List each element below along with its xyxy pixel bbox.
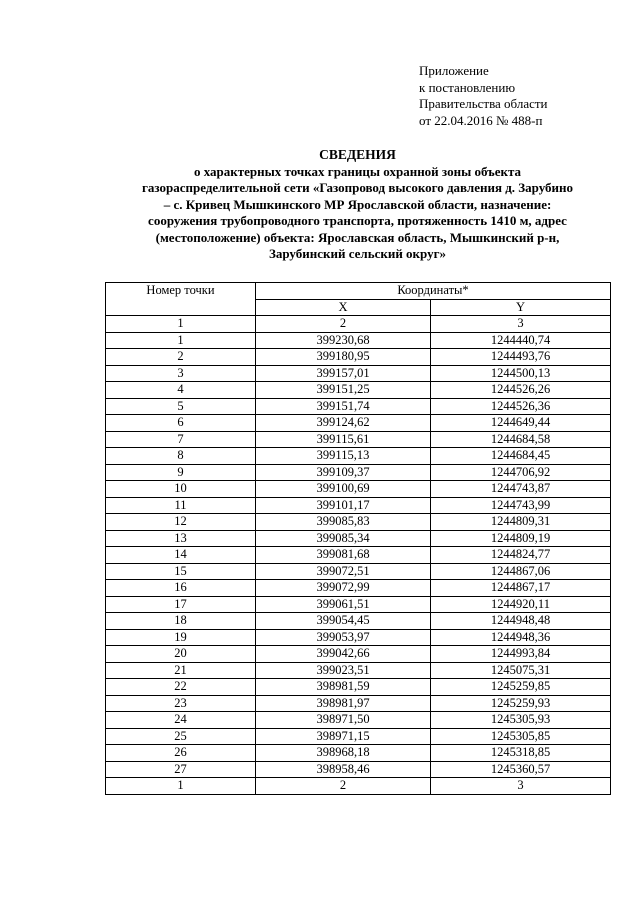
point-number-cell: 18 [106, 613, 256, 630]
table-row [106, 464, 611, 481]
table-row [106, 563, 611, 580]
x-coordinate-cell: 399054,45 [256, 613, 431, 630]
table-row [106, 332, 611, 349]
appendix-line: к постановлению [419, 79, 516, 95]
y-coordinate-cell: 1244948,36 [431, 629, 611, 646]
table-header-row [106, 283, 611, 300]
point-number-cell: 10 [106, 481, 256, 498]
index-cell: 2 [256, 316, 431, 333]
point-number-cell: 26 [106, 745, 256, 762]
point-number-cell: 22 [106, 679, 256, 696]
x-coordinate-cell: 398968,18 [256, 745, 431, 762]
point-number-cell: 17 [106, 596, 256, 613]
point-number-cell: 20 [106, 646, 256, 663]
table-row [106, 481, 611, 498]
y-coordinate-cell: 1244649,44 [431, 415, 611, 432]
table-row [106, 415, 611, 432]
x-coordinate-cell: 399124,62 [256, 415, 431, 432]
point-number-cell: 7 [106, 431, 256, 448]
table-row [106, 596, 611, 613]
point-number-cell: 13 [106, 530, 256, 547]
title-line: – с. Кривец Мышкинского МР Ярославской области, назначение: [163, 196, 552, 212]
y-coordinate-cell: 1245259,93 [431, 695, 611, 712]
point-number-cell: 11 [106, 497, 256, 514]
table-row [106, 695, 611, 712]
point-number-cell: 2 [106, 349, 256, 366]
table-footer-row [106, 778, 611, 795]
index-cell: 1 [106, 316, 256, 333]
y-coordinate-cell: 1244809,31 [431, 514, 611, 531]
document-title [80, 147, 635, 263]
point-number-cell: 19 [106, 629, 256, 646]
table-row [106, 712, 611, 729]
table-row [106, 547, 611, 564]
table-body [106, 332, 611, 778]
x-coordinate-cell: 399072,51 [256, 563, 431, 580]
title-line: о характерных точках границы охранной зоны объекта [193, 163, 522, 179]
x-coordinate-cell: 398981,59 [256, 679, 431, 696]
point-number-cell: 8 [106, 448, 256, 465]
appendix-line: Правительства области [419, 96, 548, 111]
appendix-line: от 22.04.2016 № 488-п [419, 112, 543, 128]
y-coordinate-cell: 1245305,85 [431, 728, 611, 745]
y-coordinate-cell: 1244743,87 [431, 481, 611, 498]
y-coordinate-cell: 1244809,19 [431, 530, 611, 547]
table-row [106, 679, 611, 696]
title-line: газораспределительной сети «Газопровод высокого давления д. Зарубино [141, 180, 574, 195]
table-row [106, 745, 611, 762]
table-row [106, 646, 611, 663]
x-coordinate-cell: 399100,69 [256, 481, 431, 498]
y-coordinate-cell: 1244706,92 [431, 464, 611, 481]
table-row [106, 398, 611, 415]
y-coordinate-cell: 1245318,85 [431, 745, 611, 762]
table-row [106, 349, 611, 366]
x-coordinate-cell: 399151,25 [256, 382, 431, 399]
table-row [106, 365, 611, 382]
y-coordinate-cell: 1244526,36 [431, 398, 611, 415]
x-coordinate-cell: 399042,66 [256, 646, 431, 663]
table-index-row [106, 316, 611, 333]
x-coordinate-cell: 399157,01 [256, 365, 431, 382]
footer-cell: 3 [431, 778, 611, 795]
y-coordinate-cell: 1244493,76 [431, 349, 611, 366]
x-coordinate-cell: 399115,13 [256, 448, 431, 465]
table-row [106, 530, 611, 547]
point-number-cell: 21 [106, 662, 256, 679]
title-heading: СВЕДЕНИЯ [319, 147, 396, 162]
y-coordinate-cell: 1245360,57 [431, 761, 611, 778]
footer-cell: 1 [106, 778, 256, 795]
x-coordinate-cell: 399085,83 [256, 514, 431, 531]
y-coordinate-cell: 1244684,58 [431, 431, 611, 448]
x-coordinate-cell: 398958,46 [256, 761, 431, 778]
y-coordinate-cell: 1245259,85 [431, 679, 611, 696]
x-coordinate-cell: 399230,68 [256, 332, 431, 349]
point-number-cell: 9 [106, 464, 256, 481]
y-coordinate-cell: 1244440,74 [431, 332, 611, 349]
point-number-cell: 16 [106, 580, 256, 597]
x-coordinate-cell: 399085,34 [256, 530, 431, 547]
x-coordinate-cell: 399061,51 [256, 596, 431, 613]
point-number-cell: 4 [106, 382, 256, 399]
y-coordinate-cell: 1244948,48 [431, 613, 611, 630]
table-row [106, 728, 611, 745]
point-number-cell: 12 [106, 514, 256, 531]
header-x: X [256, 299, 431, 316]
y-coordinate-cell: 1244500,13 [431, 365, 611, 382]
y-coordinate-cell: 1244743,99 [431, 497, 611, 514]
x-coordinate-cell: 399109,37 [256, 464, 431, 481]
point-number-cell: 25 [106, 728, 256, 745]
table-row [106, 613, 611, 630]
y-coordinate-cell: 1244993,84 [431, 646, 611, 663]
y-coordinate-cell: 1245075,31 [431, 662, 611, 679]
point-number-cell: 1 [106, 332, 256, 349]
x-coordinate-cell: 399101,17 [256, 497, 431, 514]
point-number-cell: 23 [106, 695, 256, 712]
table-row [106, 514, 611, 531]
x-coordinate-cell: 399151,74 [256, 398, 431, 415]
point-number-cell: 3 [106, 365, 256, 382]
x-coordinate-cell: 399072,99 [256, 580, 431, 597]
x-coordinate-cell: 399115,61 [256, 431, 431, 448]
table-row [106, 431, 611, 448]
header-point-number: Номер точки [106, 283, 256, 316]
header-coordinates: Координаты* [256, 283, 611, 300]
y-coordinate-cell: 1244920,11 [431, 596, 611, 613]
coordinates-table [105, 282, 611, 795]
x-coordinate-cell: 399023,51 [256, 662, 431, 679]
y-coordinate-cell: 1244684,45 [431, 448, 611, 465]
table-row [106, 382, 611, 399]
y-coordinate-cell: 1244867,06 [431, 563, 611, 580]
title-line: (местоположение) объекта: Ярославская область, Мышкинский р-н, [155, 229, 560, 245]
table-row [106, 580, 611, 597]
point-number-cell: 24 [106, 712, 256, 729]
point-number-cell: 15 [106, 563, 256, 580]
table-row [106, 761, 611, 778]
appendix-line: Приложение [419, 63, 489, 78]
index-cell: 3 [431, 316, 611, 333]
header-y: Y [431, 299, 611, 316]
appendix-reference [419, 63, 548, 129]
x-coordinate-cell: 398981,97 [256, 695, 431, 712]
table-row [106, 448, 611, 465]
y-coordinate-cell: 1245305,93 [431, 712, 611, 729]
x-coordinate-cell: 399081,68 [256, 547, 431, 564]
footer-cell: 2 [256, 778, 431, 795]
point-number-cell: 5 [106, 398, 256, 415]
table-row [106, 662, 611, 679]
table-row [106, 497, 611, 514]
table-row [106, 629, 611, 646]
y-coordinate-cell: 1244824,77 [431, 547, 611, 564]
title-line: сооружения трубопроводного транспорта, протяженность 1410 м, адрес [148, 213, 567, 228]
x-coordinate-cell: 399053,97 [256, 629, 431, 646]
point-number-cell: 27 [106, 761, 256, 778]
point-number-cell: 6 [106, 415, 256, 432]
x-coordinate-cell: 399180,95 [256, 349, 431, 366]
x-coordinate-cell: 398971,15 [256, 728, 431, 745]
title-line: Зарубинский сельский округ» [268, 246, 447, 261]
point-number-cell: 14 [106, 547, 256, 564]
x-coordinate-cell: 398971,50 [256, 712, 431, 729]
y-coordinate-cell: 1244526,26 [431, 382, 611, 399]
y-coordinate-cell: 1244867,17 [431, 580, 611, 597]
